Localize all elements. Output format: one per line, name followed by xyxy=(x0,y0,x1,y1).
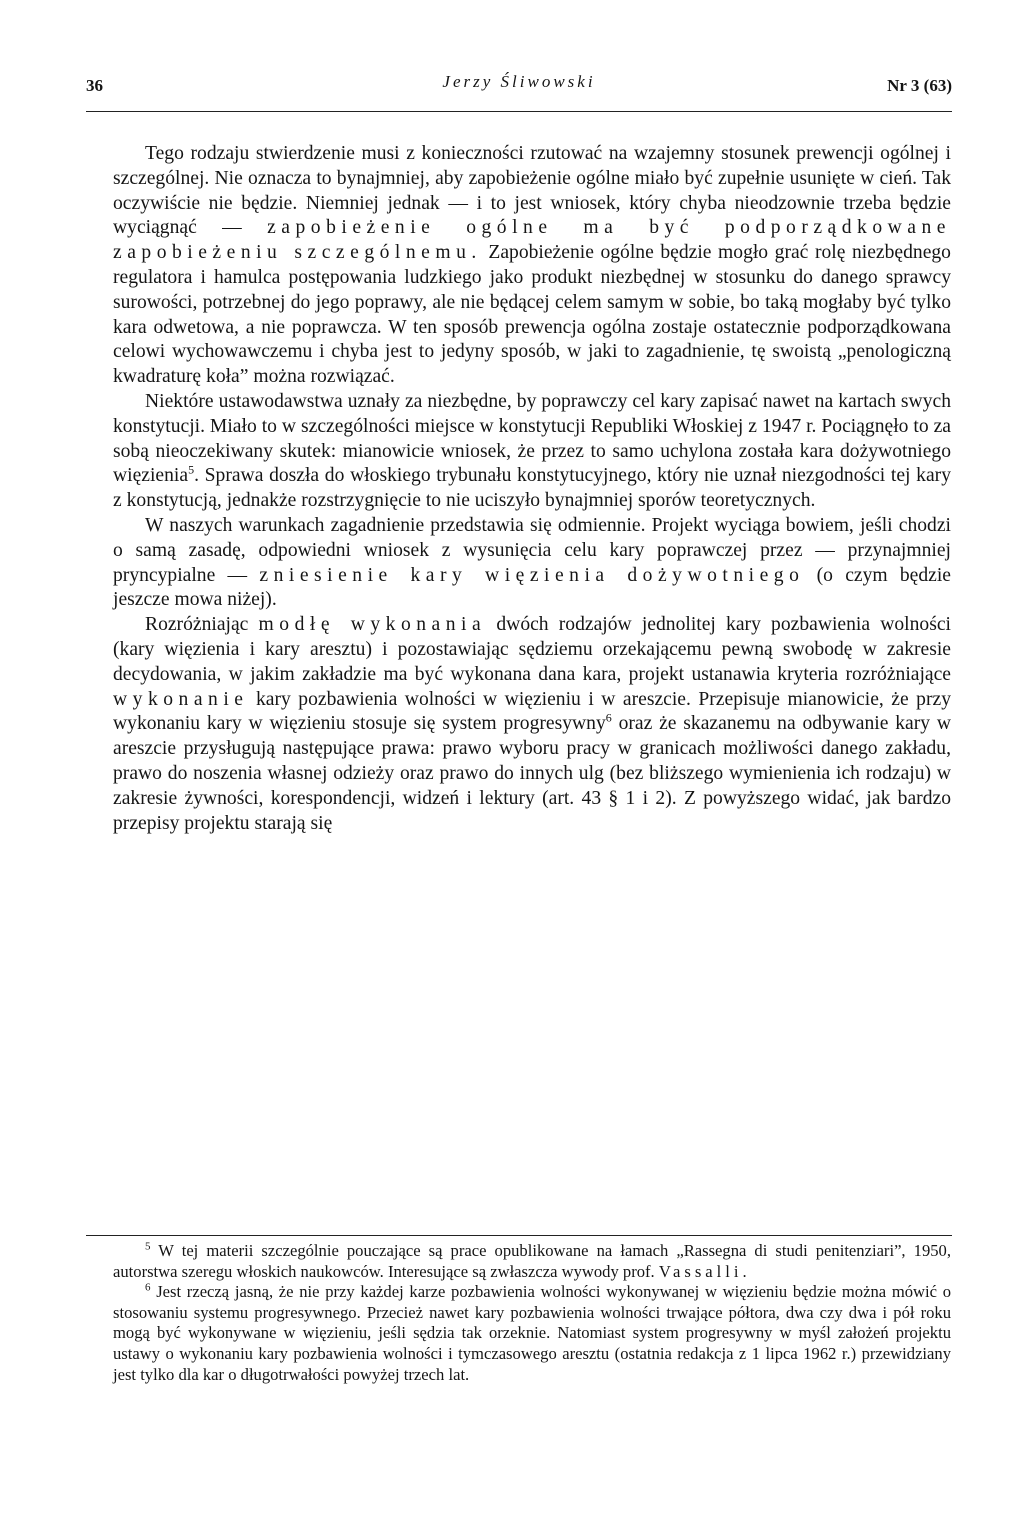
paragraph-1-text: Tego rodzaju stwierdzenie musi z konieczności rzutować na wzajemny stosunek prewencji ogólnej i szczególnej. Nie oznacza to bynajmniej, aby zapobieżenie ogólne miało być zupełnie usunięte w cień. Tak oczywiście nie będzie. Niemniej jednak — i to jest wniosek, który chyba nieodzownie trzeba będzie wyciągnąć — xyxy=(113,143,951,239)
paragraph-2 xyxy=(113,390,951,514)
spaced-emphasis: wykonanie xyxy=(113,688,249,710)
paragraph-4 xyxy=(113,613,951,836)
spaced-name: Vassalli xyxy=(658,1261,743,1281)
footnote-ref-5: 5 xyxy=(188,462,195,477)
footnote-text: Jest rzeczą jasną, że nie przy każdej karze pozbawienia wolności wykonywanej w więzieniu będzie można mówić o stosowaniu systemu progresywnego. Przecież nawet kary pozbawienia wolności trwające półtora, dwa czy dwa i pół roku mogą być wykonywane w więzieniu, jeśli sędzia tak orzeknie. Natomiast system progresywny w myśl założeń projektu ustawy o wykonaniu kary pozbawienia wolności i tymczasowego aresztu (ostatnia redakcja z 1 lipca 1962 r.) przewidziany jest tylko dla kar o długotrwałości powyżej trzech lat. xyxy=(113,1282,951,1384)
footnote-5 xyxy=(113,1241,951,1282)
footnote-number: 5 xyxy=(145,1240,151,1253)
spaced-emphasis: zapobieżenie ogólne ma być podporządkowane zapobieżeniu szczególnemu. xyxy=(113,217,951,264)
footnote-6 xyxy=(113,1282,951,1385)
paragraph-4-text-cont: kary pozbawienia wolności w więzieniu i w areszcie. Przepisuje mianowicie, że przy wykonaniu kary w więzieniu stosuje się system progresywny xyxy=(113,688,951,735)
running-author: Jerzy Śliwowski xyxy=(442,72,596,91)
footnote-text: W tej materii szczególnie pouczające są prace opublikowane na łamach „Rassegna di studi penitenziari”, 1950, autorstwa szeregu włoskich naukowców. Interesujące są zwłaszcza wywody prof. xyxy=(113,1241,951,1281)
footnotes xyxy=(113,1241,951,1385)
footnote-ref-6: 6 xyxy=(605,710,612,725)
paragraph-1-text-cont: Zapobieżenie ogólne będzie mogło grać rolę niezbędnego regulatora i hamulca postępowania ludzkiego jako produkt niezbędnej w stosunku do danego sprawcy surowości, potrzebnej do jego poprawy, ale nie będącej celem samym w sobie, bo taką mogłaby być tylko kara odwetowa, a nie poprawcza. W ten sposób prewencja ogólna zostaje ostatecznie podporządkowana celowi wychowawczemu i chyba jest to jedyny sposób, w jaki to zagadnienie, tę swoistą „penologiczną kwadraturę koła” można rozwiązać. xyxy=(113,242,951,388)
footnote-text-end: . xyxy=(742,1261,747,1281)
running-header xyxy=(86,72,952,96)
main-text xyxy=(113,142,951,836)
page-number: 36 xyxy=(86,76,103,95)
footnote-divider xyxy=(86,1235,952,1236)
paragraph-1 xyxy=(113,142,951,390)
paragraph-4-text: Rozróżniając xyxy=(145,614,259,636)
spaced-emphasis: modłę wykonania xyxy=(258,614,487,636)
paragraph-2-text-cont: . Sprawa doszła do włoskiego trybunału konstytucyjnego, który nie uznał niezgodności tej kary z konstytucją, jednakże rozstrzygnięcie to nie uciszyło bynajmniej sporów teoretycznych. xyxy=(113,465,951,512)
paragraph-2-text: Niektóre ustawodawstwa uznały za niezbędne, by poprawczy cel kary zapisać nawet na kartach swych konstytucji. Miało to w szczególności miejsce w konstytucji Republiki Włoskiej z 1947 r. Pociągnęło to za sobą nieoczekiwany skutek: mianowicie wniosek, że przez to samo uchylona została kara dożywotniego więzienia xyxy=(113,390,951,487)
paragraph-4-text-cont: dwóch rodzajów jednolitej kary pozbawienia wolności (kary więzienia i kary aresztu) i pozostawiając sędziemu orzekającemu pewną swobodę w zakresie decydowania, w jakim zakładzie ma być wykonana dana kara, projekt ustanawia kryteria rozróżniające xyxy=(113,614,951,685)
header-divider xyxy=(86,111,952,112)
spaced-emphasis: zniesienie kary więzienia dożywotniego xyxy=(259,564,805,586)
issue-number: Nr 3 (63) xyxy=(887,76,952,95)
paragraph-3 xyxy=(113,514,951,613)
paragraph-4-text-end: oraz że skazanemu na odbywanie kary w areszcie przysługują następujące prawa: prawo wyboru pracy w granicach możliwości danego zakładu, prawo do noszenia własnej odzieży oraz prawo do innych ulg (bez bliższego wymienienia ich rodzaju) w zakresie żywności, korespondencji, widzeń i lektury (art. 43 § 1 i 2). Z powyższego widać, jak bardzo przepisy projektu starają się xyxy=(113,713,952,834)
paragraph-3-text-cont: (o czym będzie jeszcze mowa niżej). xyxy=(113,564,952,611)
footnote-number: 6 xyxy=(145,1281,151,1294)
paragraph-3-text: W naszych warunkach zagadnienie przedstawia się odmiennie. Projekt wyciąga bowiem, jeśli chodzi o samą zasadę, odpowiedni wniosek z wysunięcia celu kary poprawczej przez — przynajmniej pryncypialne — xyxy=(113,514,951,586)
